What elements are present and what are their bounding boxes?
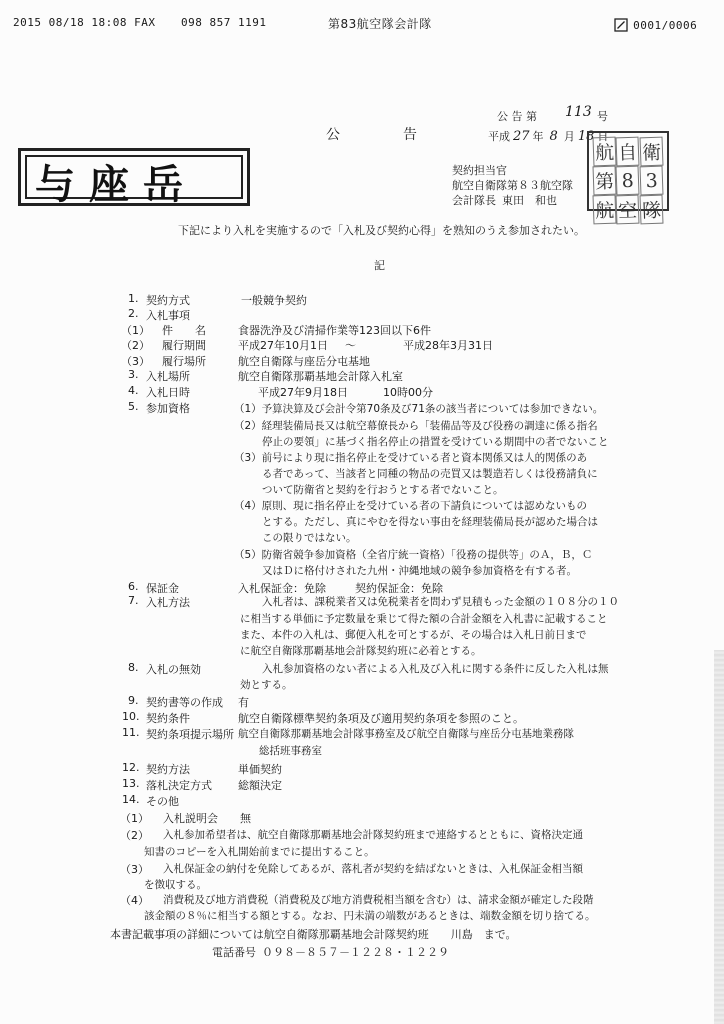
item-5-qualification-4a: （4）原則、現に指名停止を受けている者の下請負については認めないもの bbox=[234, 500, 587, 512]
item-2-2-to: 平成28年3月31日 bbox=[403, 339, 493, 352]
item-2-3-value: 航空自衛隊与座岳分屯基地 bbox=[238, 355, 370, 368]
official-seal-grid bbox=[593, 137, 663, 223]
item-14-4-line-1: 消費税及び地方消費税（消費税及び地方消費税相当額を含む）は、請求金額が確定した段階 bbox=[163, 894, 594, 906]
ki-heading: 記 bbox=[374, 259, 385, 272]
seal-char: 航 bbox=[593, 195, 617, 225]
item-8-line-1: 入札参加資格のない者による入札及び入札に関する条件に反した入札は無 bbox=[262, 663, 609, 675]
notice-number-suffix: 号 bbox=[597, 110, 608, 123]
item-14-4-number: （4） bbox=[120, 894, 149, 907]
item-6-number: 6. bbox=[128, 580, 139, 593]
date-year: 27 bbox=[513, 129, 530, 144]
title-char-ko: 公 bbox=[326, 127, 342, 143]
fax-number: 098 857 1191 bbox=[181, 16, 267, 29]
item-14-3-line-2: を徴収する。 bbox=[144, 879, 207, 891]
item-5-qualification-3b: る者であって、当該者と同種の物品の売買又は製造若しくは役務請負に bbox=[262, 468, 598, 480]
date-month-unit: 月 bbox=[563, 130, 575, 143]
title-char-koku: 告 bbox=[403, 127, 419, 143]
item-13-label: 落札決定方式 bbox=[146, 779, 212, 792]
item-4-date: 平成27年9月18日 bbox=[258, 386, 348, 399]
item-4-label: 入札日時 bbox=[146, 386, 190, 399]
item-14-3-line-1: 入札保証金の納付を免除してあるが、落札者が契約を結ばないときは、入札保証金相当額 bbox=[163, 863, 583, 875]
fax-page-counter bbox=[614, 14, 697, 33]
item-5-qualification-5b: 又はＤに格付けされた九州・沖縄地域の競争参加資格を有する者。 bbox=[262, 565, 577, 577]
item-14-1-text: 入札説明会 無 bbox=[163, 812, 251, 825]
item-1-number: 1. bbox=[128, 292, 139, 305]
date-month: 8 bbox=[549, 129, 558, 144]
item-9-value: 有 bbox=[238, 696, 249, 709]
item-7-label: 入札方法 bbox=[146, 596, 190, 609]
item-14-2-number: （2） bbox=[120, 829, 149, 842]
item-5-number: 5. bbox=[128, 400, 139, 413]
fax-datetime: 2015 08/18 18:08 FAX bbox=[13, 16, 156, 29]
item-2-1-number: （1） bbox=[121, 324, 150, 337]
footer-contact: 本書記載事項の詳細については航空自衛隊那覇基地会計隊契約班 川島 まで。 bbox=[110, 928, 517, 941]
fax-page-icon bbox=[614, 18, 628, 32]
item-12-value: 単価契約 bbox=[238, 763, 282, 776]
item-3-value: 航空自衛隊那覇基地会計隊入札室 bbox=[238, 370, 403, 383]
item-3-label: 入札場所 bbox=[146, 370, 190, 383]
footer-phone-number: ０９８－８５７－１２２８・１２２９ bbox=[262, 946, 449, 959]
item-12-number: 12. bbox=[122, 761, 140, 774]
date-day-unit: 日 bbox=[597, 130, 609, 143]
item-11-line-2: 総括班事務室 bbox=[259, 745, 322, 757]
fax-page-number: 0001/0006 bbox=[633, 19, 698, 32]
item-6-contract-deposit: 契約保証金：免除 bbox=[355, 582, 443, 595]
item-11-label: 契約条項提示場所 bbox=[146, 728, 234, 741]
item-14-3-number: （3） bbox=[120, 863, 149, 876]
item-2-number: 2. bbox=[128, 307, 139, 320]
officer-name: 東田 和也 bbox=[502, 194, 557, 207]
footer-phone-label: 電話番号 bbox=[212, 946, 256, 959]
item-2-2-from: 平成27年10月1日 bbox=[238, 339, 328, 352]
item-12-label: 契約方法 bbox=[146, 763, 190, 776]
seal-char: 隊 bbox=[639, 195, 663, 225]
item-5-qualification-2a: （2）経理装備局長又は航空幕僚長から「装備品等及び役務の調達に係る指名 bbox=[234, 420, 598, 432]
item-5-qualification-2b: 停止の要領」に基づく指名停止の措置を受けている期間中の者でないこと bbox=[262, 436, 609, 448]
seal-char: 第 bbox=[593, 166, 617, 196]
intro-text: 下記により入札を実施するので「入札及び契約心得」を熟知のうえ参加されたい。 bbox=[178, 224, 585, 237]
location-stamp bbox=[18, 148, 250, 206]
seal-char: 3 bbox=[639, 166, 663, 196]
item-7-line-1: 入札者は、課税業者又は免税業者を問わず見積もった金額の１０８分の１０ bbox=[262, 596, 619, 608]
officer-unit: 航空自衛隊第８３航空隊 bbox=[452, 179, 573, 192]
item-5-qualification-4b: とする。ただし、真にやむを得ない事由を経理装備局長が認めた場合は bbox=[262, 516, 598, 528]
item-14-2-line-2: 知書のコピーを入札開始前までに提出すること。 bbox=[144, 846, 375, 858]
item-9-number: 9. bbox=[128, 694, 139, 707]
seal-char: 自 bbox=[616, 137, 640, 167]
item-4-number: 4. bbox=[128, 384, 139, 397]
item-5-qualification-3a: （3）前号により現に指名停止を受けている者と資本関係又は人的関係のあ bbox=[234, 452, 588, 464]
item-14-label: その他 bbox=[146, 795, 179, 808]
seal-char: 衛 bbox=[639, 137, 663, 167]
item-1-label: 契約方式 bbox=[146, 294, 190, 307]
item-5-qualification-4c: この限りではない。 bbox=[262, 532, 357, 544]
scan-edge-shadow bbox=[714, 650, 724, 1024]
item-2-3-label: 履行場所 bbox=[162, 355, 206, 368]
item-8-label: 入札の無効 bbox=[146, 663, 201, 676]
item-2-2-tilde: ～ bbox=[345, 339, 356, 352]
item-2-label: 入札事項 bbox=[146, 309, 190, 322]
item-14-number: 14. bbox=[122, 793, 140, 806]
item-8-number: 8. bbox=[128, 661, 139, 674]
officer-rank: 会計隊長 bbox=[452, 194, 496, 207]
seal-char: 航 bbox=[593, 137, 617, 167]
item-11-number: 11. bbox=[122, 726, 140, 739]
item-7-line-3: また、本件の入札は、郵便入札を可とするが、その場合は入札日前日まで bbox=[240, 629, 587, 641]
item-14-2-line-1: 入札参加希望者は、航空自衛隊那覇基地会計隊契約班まで連絡するとともに、資格決定通 bbox=[163, 829, 583, 841]
seal-char: 8 bbox=[616, 166, 640, 196]
item-14-1-number: （1） bbox=[120, 812, 149, 825]
item-2-1-value: 食器洗浄及び清掃作業等123回以下6件 bbox=[238, 324, 431, 337]
item-14-4-line-2: 該金額の８％に相当する額とする。なお、円未満の端数があるときは、端数金額を切り捨てる。 bbox=[144, 910, 596, 922]
location-stamp-text: 与座岳 bbox=[35, 161, 197, 206]
item-13-value: 総額決定 bbox=[238, 779, 282, 792]
official-seal bbox=[587, 131, 669, 223]
item-8-line-2: 効とする。 bbox=[240, 679, 293, 691]
item-7-number: 7. bbox=[128, 594, 139, 607]
notice-number-handwritten: 113 bbox=[565, 104, 592, 120]
item-6-label: 保証金 bbox=[146, 582, 179, 595]
item-5-qualification-5a: （5）防衛省競争参加資格（全省庁統一資格）「役務の提供等」のＡ，Ｂ，Ｃ bbox=[234, 549, 593, 561]
item-3-number: 3. bbox=[128, 368, 139, 381]
fax-sender: 第83航空隊会計隊 bbox=[328, 17, 432, 31]
seal-char: 空 bbox=[616, 195, 640, 225]
date-year-unit: 年 bbox=[532, 130, 544, 143]
item-2-2-number: （2） bbox=[121, 339, 150, 352]
date-era: 平成 bbox=[488, 130, 510, 143]
item-2-3-number: （3） bbox=[121, 355, 150, 368]
officer-title: 契約担当官 bbox=[452, 164, 507, 177]
item-11-line-1: 航空自衛隊那覇基地会計隊事務室及び航空自衛隊与座岳分屯基地業務隊 bbox=[238, 728, 574, 740]
item-2-1-label: 件 名 bbox=[162, 324, 206, 337]
item-7-line-2: に相当する単価に予定数量を乗じて得た額の合計金額を入札書に記載すること bbox=[240, 613, 608, 625]
item-10-label: 契約条件 bbox=[146, 712, 190, 725]
item-7-line-4: に航空自衛隊那覇基地会計隊契約班に必着とする。 bbox=[240, 645, 482, 657]
item-6-bid-deposit: 入札保証金：免除 bbox=[238, 582, 326, 595]
item-1-value: 一般競争契約 bbox=[241, 294, 307, 307]
item-4-time: 10時00分 bbox=[383, 386, 433, 399]
item-10-number: 10. bbox=[122, 710, 140, 723]
item-13-number: 13. bbox=[122, 777, 140, 790]
item-5-label: 参加資格 bbox=[146, 402, 190, 415]
date-day: 18 bbox=[577, 129, 595, 144]
notice-number-prefix: 公 告 第 bbox=[497, 110, 537, 123]
item-5-qualification-3c: ついて防衛省と契約を行おうとする者でないこと。 bbox=[262, 484, 504, 496]
item-10-value: 航空自衛隊標準契約条項及び適用契約条項を参照のこと。 bbox=[238, 712, 524, 725]
item-5-qualification-1: （1）予算決算及び会計令第70条及び71条の該当者については参加できない。 bbox=[234, 403, 604, 415]
item-2-2-label: 履行期間 bbox=[162, 339, 206, 352]
item-9-label: 契約書等の作成 bbox=[146, 696, 223, 709]
